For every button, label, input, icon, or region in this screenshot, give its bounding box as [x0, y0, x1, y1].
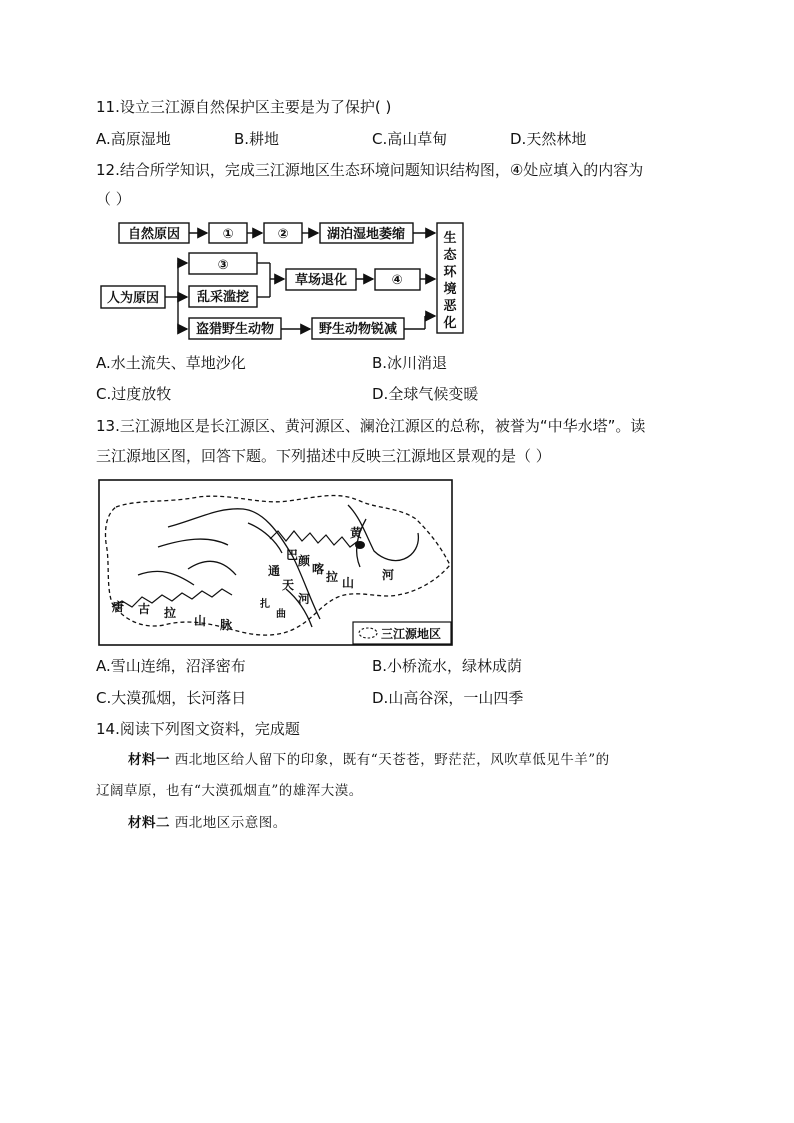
q13-option-c[interactable]: C.大漠孤烟，长河落日	[96, 689, 247, 707]
human-cause-label: 人为原因	[106, 291, 160, 306]
tanggula-char: 古	[138, 602, 151, 616]
tongtianhe-char: 通	[268, 564, 281, 578]
q13-option-a[interactable]: A.雪山连绵，沼泽密布	[96, 657, 246, 675]
bayan-char: 颜	[298, 554, 311, 568]
q11-option-a[interactable]: A.高原湿地	[96, 130, 171, 148]
tanggula-char: 唐	[112, 600, 125, 614]
tanggula-char: 拉	[164, 606, 177, 620]
zaqu-char: 曲	[276, 609, 286, 620]
q14-stem: 14.阅读下列图文资料，完成题	[96, 720, 300, 738]
q14-material1-line1	[128, 750, 610, 770]
overdig-label: 乱采滥挖	[196, 290, 250, 305]
map-legend-label: 三江源地区	[381, 627, 442, 641]
q11-stem: 11.设立三江源自然保护区主要是为了保护( )	[96, 98, 392, 116]
material2-label: 材料二	[128, 815, 170, 831]
eco-structure-diagram	[100, 221, 470, 341]
q11-option-d[interactable]: D.天然林地	[510, 130, 587, 148]
bayan-char: 山	[342, 576, 355, 590]
eco-result-char: 化	[443, 316, 457, 331]
q13-stem-line1: 13.三江源地区是长江源区、黄河源区、澜沧江源区的总称，被誉为“中华水塔”。读	[96, 417, 646, 435]
eco-result-char: 态	[443, 248, 457, 263]
q12-option-a[interactable]: A.水土流失、草地沙化	[96, 354, 246, 372]
poaching-label: 盗猎野生动物	[195, 322, 275, 337]
q13-option-d[interactable]: D.山高谷深，一山四季	[372, 689, 524, 707]
q14-material2	[128, 813, 287, 833]
bayan-char: 喀	[312, 562, 325, 576]
zaqu-char: 扎	[260, 599, 270, 610]
material1-label: 材料一	[128, 752, 170, 768]
tanggula-char: 山	[194, 614, 207, 628]
eco-result-char: 境	[443, 282, 457, 297]
material1-text: 西北地区给人留下的印象，既有“天苍苍，野茫茫，风吹草低见牛羊”的	[174, 752, 610, 768]
circle3-label: ③	[217, 258, 229, 273]
tongtianhe-char: 天	[282, 578, 295, 592]
q11-option-c[interactable]: C.高山草甸	[372, 130, 448, 148]
material2-text: 西北地区示意图。	[174, 815, 287, 831]
natural-cause-label: 自然原因	[127, 227, 181, 242]
circle1-label: ①	[222, 227, 234, 242]
q13-option-b[interactable]: B.小桥流水，绿林成荫	[372, 657, 523, 675]
q12-stem-line1: 12.结合所学知识，完成三江源地区生态环境问题知识结构图，④处应填入的内容为	[96, 161, 644, 179]
q12-option-c[interactable]: C.过度放牧	[96, 385, 172, 403]
q13-stem-line2: 三江源地区图，回答下题。下列描述中反映三江源地区景观的是（ ）	[96, 447, 551, 465]
eco-result-char: 恶	[443, 299, 457, 314]
q14-material1-line2: 辽阔草原，也有“大漠孤烟直”的雄浑大漠。	[96, 783, 363, 799]
grass-degrade-label: 草场退化	[294, 273, 348, 288]
bayan-char: 拉	[326, 570, 339, 584]
huang-label: 黄	[350, 526, 363, 540]
eco-result-char: 环	[443, 265, 457, 280]
lake-shrink-label: 湖泊湿地萎缩	[326, 227, 406, 242]
tanggula-char: 脉	[220, 618, 233, 632]
bayan-char: 巴	[286, 548, 299, 562]
sanjiangyuan-map	[98, 479, 454, 647]
circle2-label: ②	[277, 227, 289, 242]
eco-result-char: 生	[443, 231, 457, 246]
q12-option-d[interactable]: D.全球气候变暖	[372, 385, 479, 403]
tongtianhe-char: 河	[298, 592, 311, 606]
circle4-label: ④	[391, 273, 403, 288]
q12-option-b[interactable]: B.冰川消退	[372, 354, 448, 372]
he-label: 河	[382, 568, 395, 582]
wildlife-decline-label: 野生动物锐减	[318, 322, 398, 337]
q12-stem-line2: （ ）	[96, 190, 131, 208]
q11-option-b[interactable]: B.耕地	[234, 130, 280, 148]
